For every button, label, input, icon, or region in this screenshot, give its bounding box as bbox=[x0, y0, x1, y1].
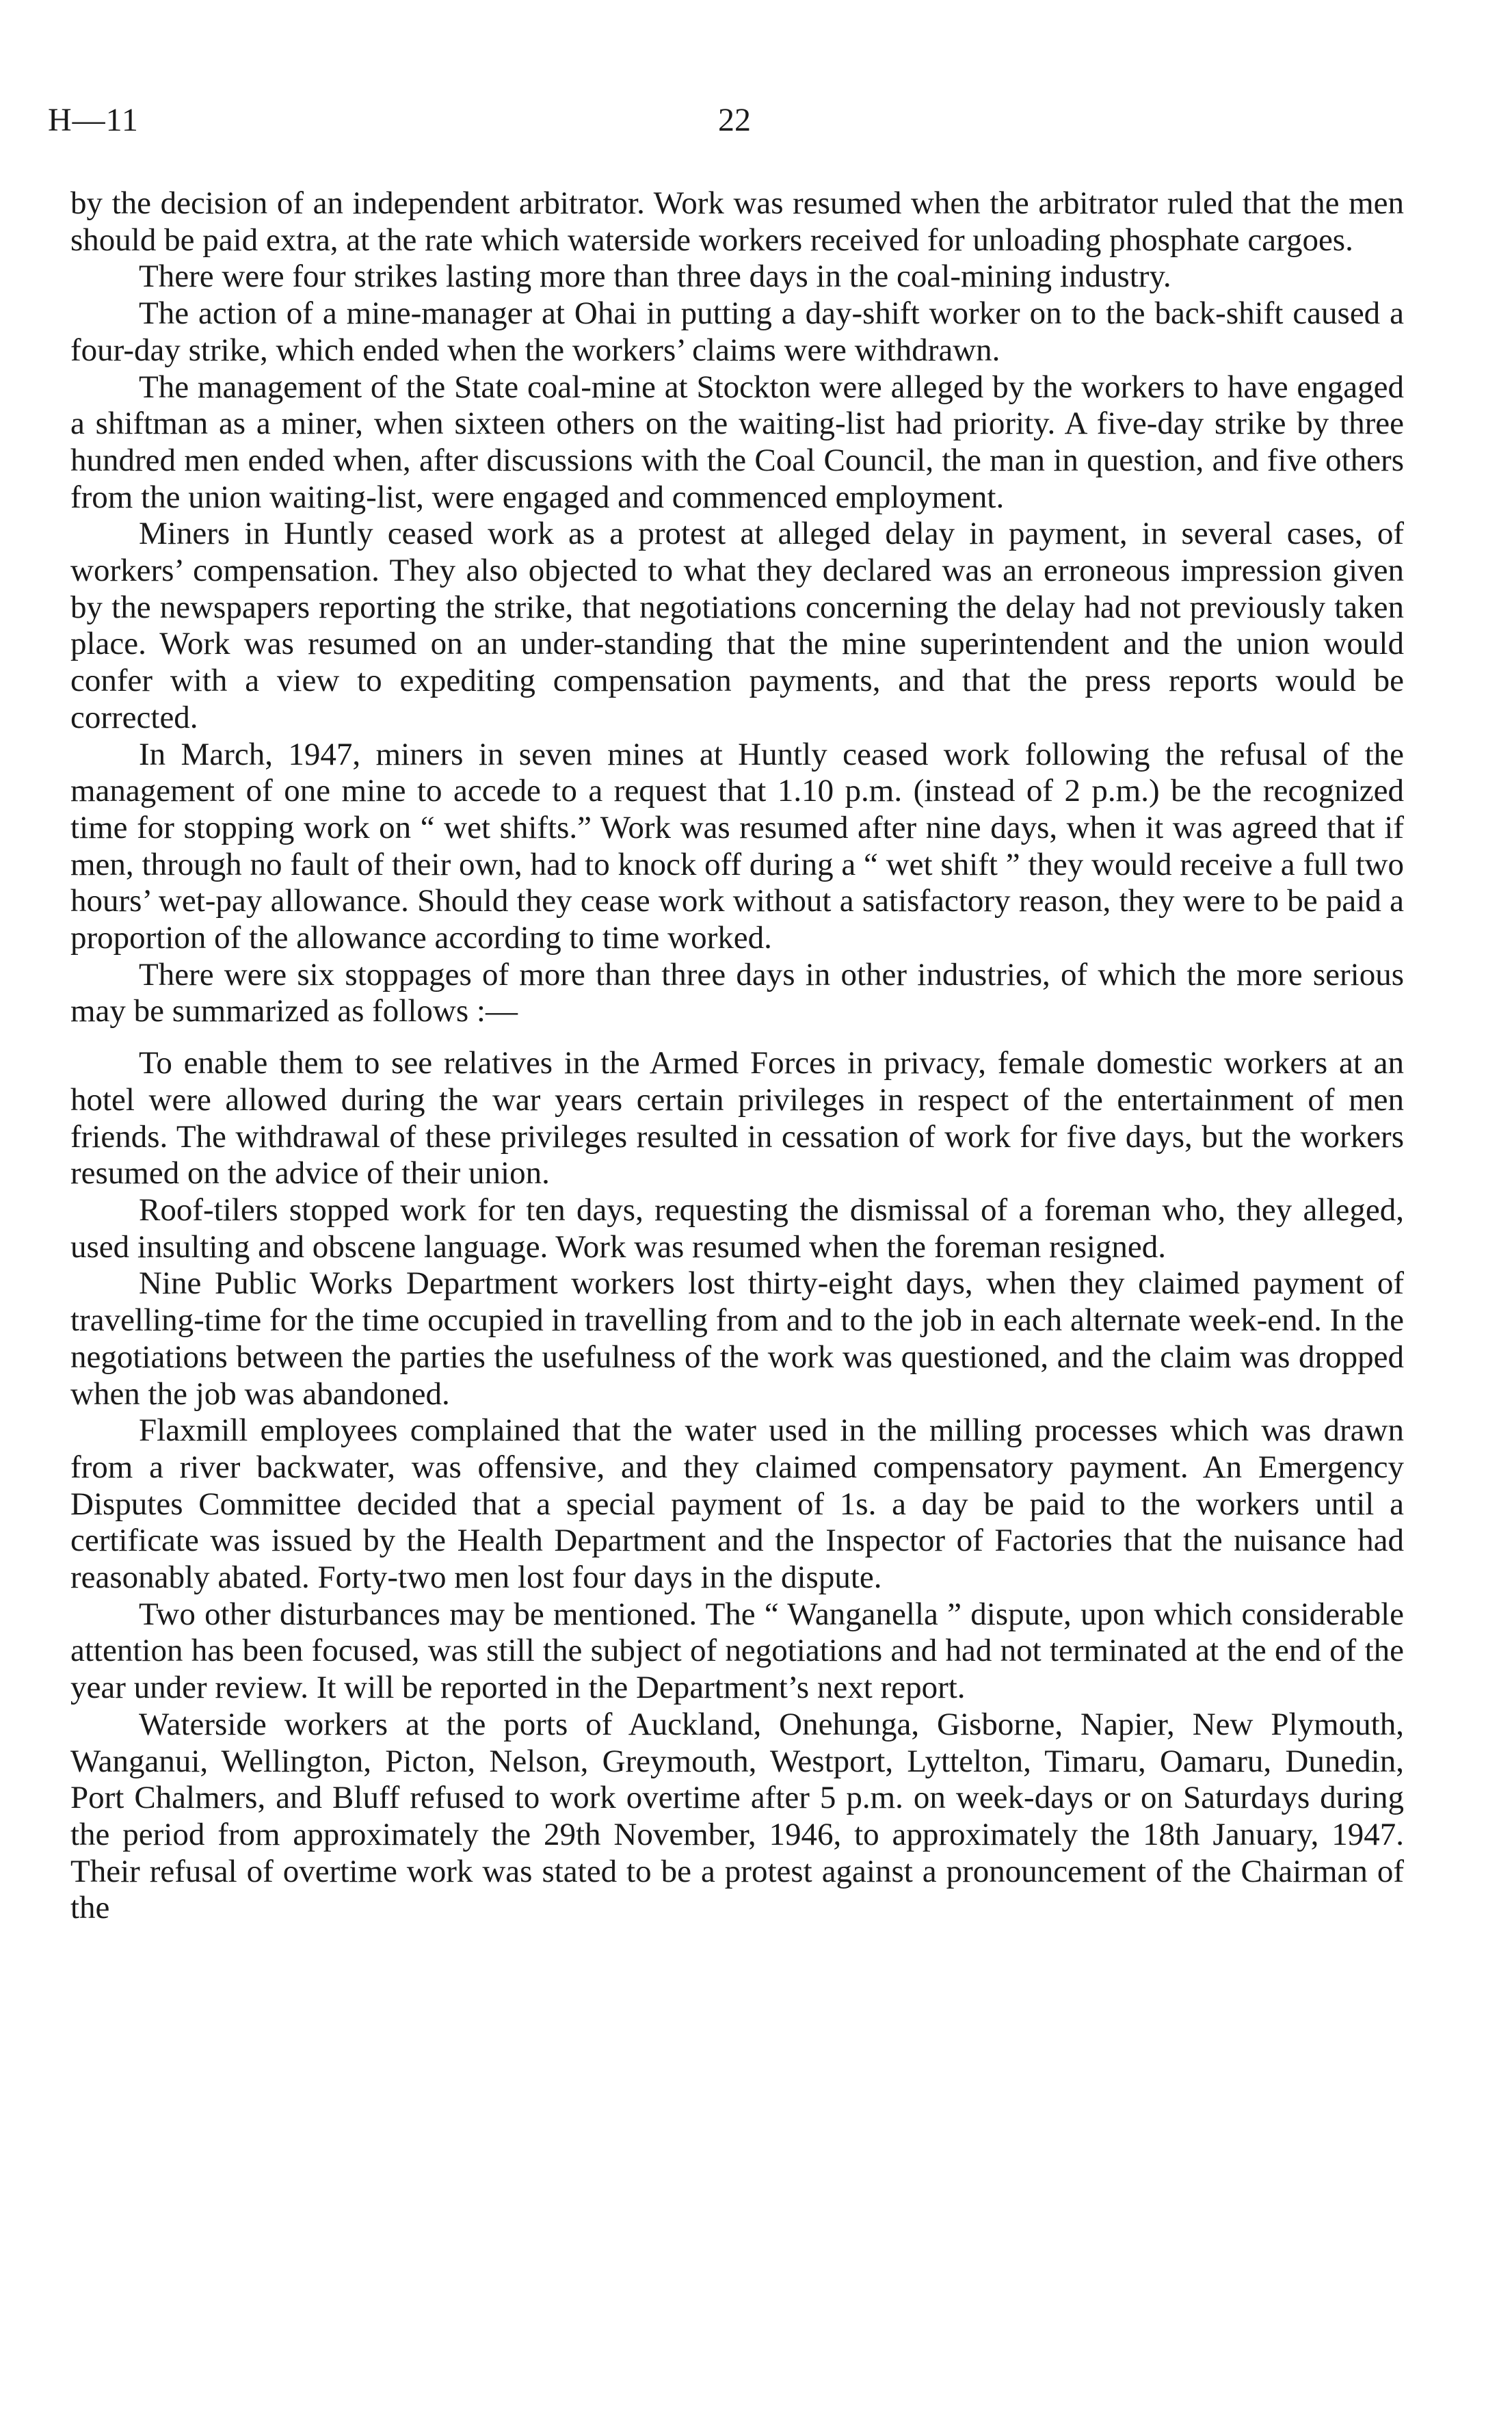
page-header bbox=[48, 101, 1416, 149]
paragraph-waterside-overtime: Waterside workers at the ports of Auckland, Onehunga, Gisborne, Napier, New Plymouth, Wanganui, Wellington, Picton, Nelson, Greymouth, Westport, Lyttelton, Timaru, Oamaru, Dunedin, Port Chalmers, and Bluff refused to work overtime after 5 p.m. on week-days or on Saturdays during the period from approximately the 29th November, 1946, to approximately the 18th January, 1947. Their refusal of overtime work was stated to be a protest against a pronouncement of the Chairman of the bbox=[70, 1706, 1404, 1926]
paragraph-ohai-strike: The action of a mine-manager at Ohai in putting a day-shift worker on to the back-shift caused a four-day strike, which ended when the workers’ claims were withdrawn. bbox=[70, 295, 1404, 368]
paragraph-public-works: Nine Public Works Department workers lost thirty-eight days, when they claimed payment of travelling-time for the time occupied in travelling from and to the job in each alternate week-end. In the negotiations between the parties the usefulness of the work was questioned, and the claim was dropped when the job was abandoned. bbox=[70, 1265, 1404, 1412]
paragraph-huntly-compensation: Miners in Huntly ceased work as a protest at alleged delay in payment, in several cases, of workers’ compensation. They also objected to what they declared was an erroneous impression given by the newspapers reporting the strike, that negotiations concerning the delay had not previously taken place. Work was resumed on an under-standing that the mine superintendent and the union would confer with a view to expediting compensation payments, and that the press reports would be corrected. bbox=[70, 516, 1404, 735]
page-number: 22 bbox=[718, 102, 751, 138]
paragraph-huntly-wet-shifts: In March, 1947, miners in seven mines at Huntly ceased work following the refusal of the management of one mine to accede to a request that 1.10 p.m. (instead of 2 p.m.) be the recognized time for stopping work on “ wet shifts.” Work was resumed after nine days, when it was agreed that if men, through no fault of their own, had to knock off during a “ wet shift ” they would receive a full two hours’ wet-pay allowance. Should they cease work without a satisfactory reason, they were to be paid a proportion of the allowance according to time worked. bbox=[70, 736, 1404, 956]
paragraph-stockton-strike: The management of the State coal-mine at Stockton were alleged by the workers to have engaged a shiftman as a miner, when sixteen others on the waiting-list had priority. A five-day strike by three hundred men ended when, after discussions with the Coal Council, the man in question, and five others from the union waiting-list, were engaged and commenced employment. bbox=[70, 369, 1404, 515]
paragraph-domestic-workers: To enable them to see relatives in the Armed Forces in privacy, female domestic workers at an hotel were allowed during the war years certain privileges in respect of the entertainment of men friends. The withdrawal of these privileges resulted in cessation of work for five days, but the workers resumed on the advice of their union. bbox=[70, 1045, 1404, 1192]
paragraph-coal-mining-intro: There were four strikes lasting more than three days in the coal-mining industry. bbox=[139, 259, 1171, 295]
paragraph-continuation: by the decision of an independent arbitrator. Work was resumed when the arbitrator ruled that the men should be paid extra, at the rate which waterside workers received for unloading phosphate cargoes. bbox=[70, 185, 1404, 258]
paragraph-other-industries: There were six stoppages of more than three days in other industries, of which the more serious may be summarized as follows :— bbox=[70, 956, 1404, 1029]
body-text bbox=[70, 185, 1404, 1927]
paragraph-roof-tilers: Roof-tilers stopped work for ten days, requesting the dismissal of a foreman who, they alleged, used insulting and obscene language. Work was resumed when the foreman resigned. bbox=[70, 1192, 1404, 1265]
report-code: H—11 bbox=[48, 102, 139, 138]
paragraph-flaxmill: Flaxmill employees complained that the water used in the milling processes which was drawn from a river backwater, was offensive, and they claimed compensatory payment. An Emergency Disputes Committee decided that a special payment of 1s. a day be paid to the workers until a certificate was issued by the Health Department and the Inspector of Factories that the nuisance had reasonably abated. Forty-two men lost four days in the dispute. bbox=[70, 1412, 1404, 1596]
paragraph-wanganella: Two other disturbances may be mentioned. The “ Wanganella ” dispute, upon which considerable attention has been focused, was still the subject of negotiations and had not terminated at the end of the year under review. It will be reported in the Department’s next report. bbox=[70, 1596, 1404, 1706]
